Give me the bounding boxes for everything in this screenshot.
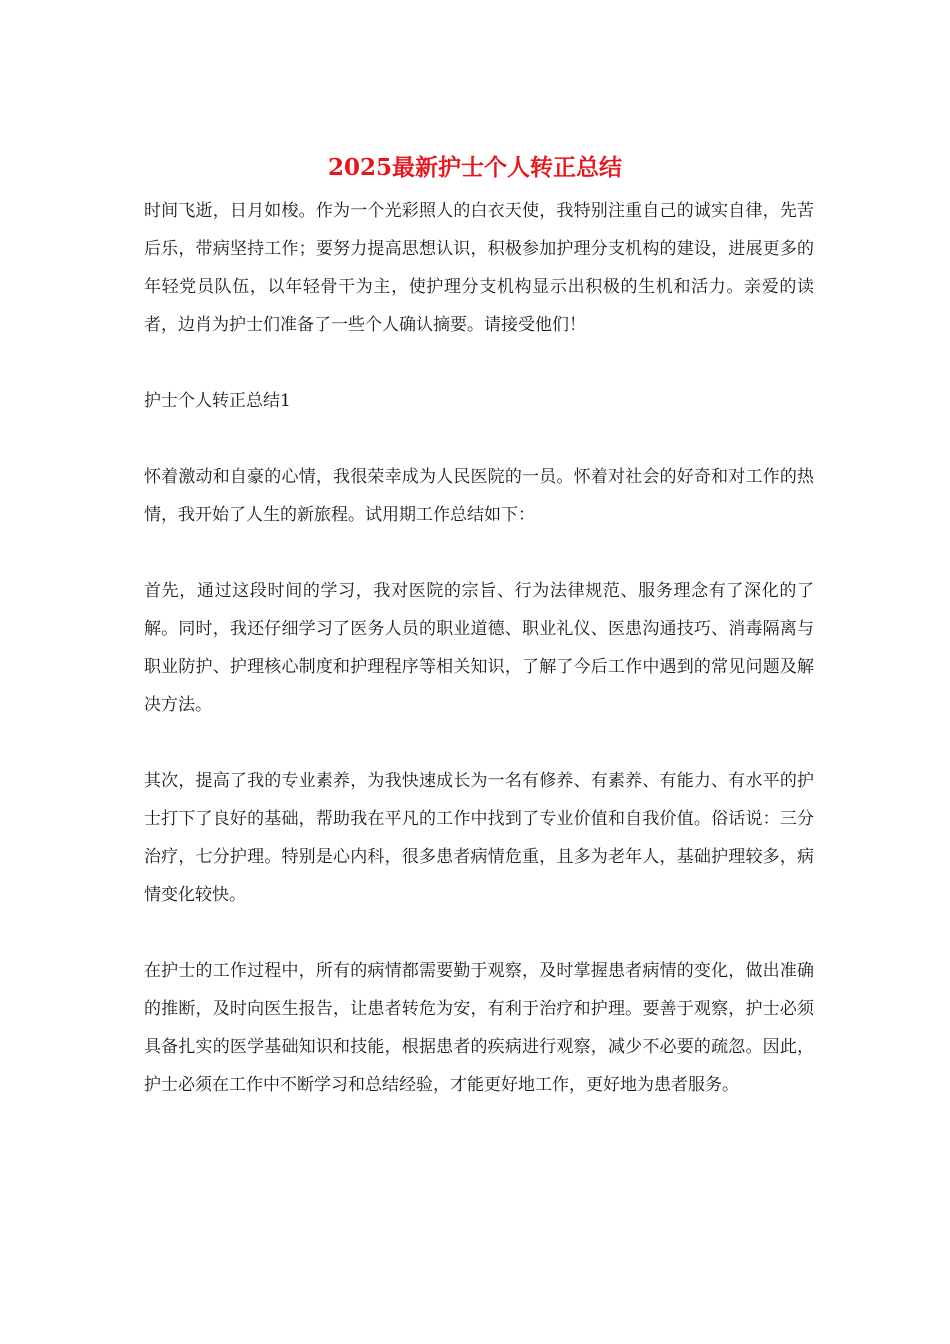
body-paragraph: 在护士的工作过程中，所有的病情都需要勤于观察，及时掌握患者病情的变化，做出准确的推断，及时向医生报告，让患者转危为安，有利于治疗和护理。要善于观察，护士必须具备扎实的医学基础知识和技能，根据患者的疾病进行观察，减少不必要的疏忽。因此，护士必须在工作中不断学习和总结经验，才能更好地工作，更好地为患者服务。 <box>144 961 814 1095</box>
intro-paragraph: 时间飞逝，日月如梭。作为一个光彩照人的白衣天使，我特别注重自己的诚实自律，先苦后乐，带病坚持工作；要努力提高思想认识，积极参加护理分支机构的建设，进展更多的年轻党员队伍，以年轻骨干为主，使护理分支机构显示出积极的生机和活力。亲爱的读者，边肖为护士们准备了一些个人确认摘要。请接受他们！ <box>144 201 814 335</box>
body-paragraph: 怀着激动和自豪的心情，我很荣幸成为人民医院的一员。怀着对社会的好奇和对工作的热情，我开始了人生的新旅程。试用期工作总结如下： <box>144 467 814 525</box>
section-heading: 护士个人转正总结1 <box>144 391 291 411</box>
body-paragraph: 首先，通过这段时间的学习，我对医院的宗旨、行为法律规范、服务理念有了深化的了解。同时，我还仔细学习了医务人员的职业道德、职业礼仪、医患沟通技巧、消毒隔离与职业防护、护理核心制度和护理程序等相关知识，了解了今后工作中遇到的常见问题及解决方法。 <box>144 581 814 715</box>
document-title: 2025最新护士个人转正总结 <box>327 154 622 181</box>
body-paragraph: 其次，提高了我的专业素养，为我快速成长为一名有修养、有素养、有能力、有水平的护士打下了良好的基础，帮助我在平凡的工作中找到了专业价值和自我价值。俗话说：三分治疗，七分护理。特别是心内科，很多患者病情危重，且多为老年人，基础护理较多，病情变化较快。 <box>144 771 814 905</box>
document-body <box>144 192 814 1142</box>
